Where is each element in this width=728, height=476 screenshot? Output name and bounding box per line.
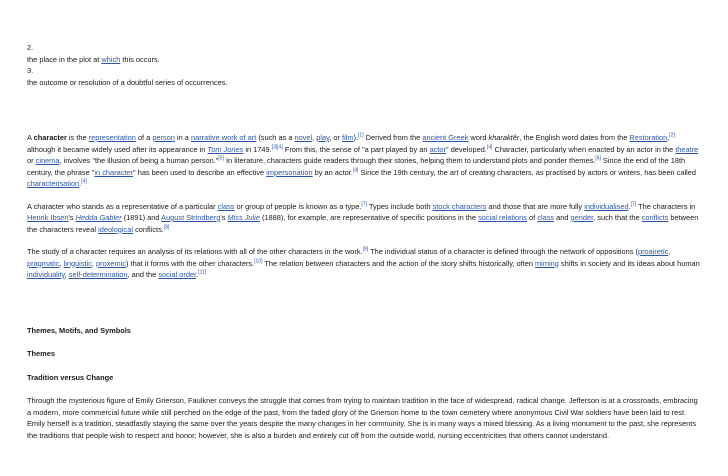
link-in-character[interactable]: in character <box>94 167 134 177</box>
link-pragmatic[interactable]: pragmatic <box>27 258 60 268</box>
link-conflicts[interactable]: conflicts <box>641 213 669 222</box>
paragraph-tradition: Through the mysterious figure of Emily Grierson, Faulkner conveys the struggle that comes from trying to maintain tradition in the face of widespread, radical change. Jefferson is at a crossroads, embracing a modern, more commercial future while still perched on the edge of the past, from the faded glory of the Grierson home to the town cemetery where anonymous Civil War soldiers have been laid to rest. Emily herself is a tradition, steadfastly staying the same over the years despite the many changes in her community. She is in many ways a mixed blessing. As a living monument to the past, she represents the traditions that people wish to respect and honor; however, she is also a burden and entirely cut off from the outside world, nursing eccentricities that others cannot understand. <box>27 396 698 440</box>
link-actor[interactable]: actor <box>429 144 447 154</box>
link-ancient-greek[interactable]: ancient Greek <box>422 133 469 142</box>
citation-1[interactable]: [1] <box>358 132 364 139</box>
link-stock-characters[interactable]: stock characters <box>432 201 487 211</box>
citation-2[interactable]: [2] <box>669 132 675 139</box>
link-miming[interactable]: miming <box>535 258 559 268</box>
link-august-strindberg[interactable]: August Strindberg <box>161 213 221 222</box>
citation-3-4[interactable]: [3][4] <box>271 144 283 151</box>
citation-4[interactable]: [4] <box>486 144 493 151</box>
link-restoration[interactable]: Restoration <box>629 133 668 142</box>
definition-line-2: the place in the plot at which this occurs. <box>27 54 160 64</box>
citation-4b[interactable]: [4] <box>352 167 359 174</box>
link-representation[interactable]: representation <box>88 133 136 142</box>
link-tom-jones[interactable]: Tom Jones <box>207 144 244 154</box>
citation-6[interactable]: [6] <box>595 155 601 162</box>
definition-line-3: the outcome or resolution of a doubtful series of occurrences. <box>27 77 228 87</box>
citation-11[interactable]: [11] <box>198 269 207 276</box>
link-social-relations[interactable]: social relations <box>478 213 527 222</box>
link-which[interactable]: which <box>101 54 121 64</box>
link-henrik-ibsen[interactable]: Henrik Ibsen <box>27 213 69 222</box>
link-class-2[interactable]: class <box>537 213 555 222</box>
link-self-determination[interactable]: self-determination <box>68 270 128 279</box>
link-person[interactable]: person <box>152 133 175 142</box>
heading-themes-motifs-symbols: Themes, Motifs, and Symbols <box>27 325 131 335</box>
link-play[interactable]: play <box>316 133 330 142</box>
link-class[interactable]: class <box>217 201 235 211</box>
link-hedda-gabler[interactable]: Hedda Gabler <box>75 213 122 222</box>
citation-5[interactable]: [5] <box>218 155 224 162</box>
link-novel[interactable]: novel <box>294 133 313 142</box>
heading-themes: Themes <box>27 349 55 358</box>
paragraph-character-definition: A character is the representation of a person in a narrative work of art (such as a novel, play, or film).[1] Derived from the ancient Greek word kharaktêr, the English word dates from the Restoration,[2] although it became widely used after its appearance in Tom Jones in 1749.[3][4] From this, the sense of "a part played by an actor" developed.[4] Character, particularly when enacted by an actor in the theatre or cinema, involves "the illusion of being a human person."[5] In literature, characters guide readers through their stories, helping them to understand plots and ponder themes.[6] Since the end of the 18th century, the phrase "in character" has been used to describe an effective impersonation by an actor.[4] Since the 19th century, the art of creating characters, as practised by actors or writers, has been called characterisation.[4] <box>27 132 699 188</box>
link-cinema[interactable]: cinema <box>35 156 60 165</box>
link-ideological[interactable]: ideological <box>98 224 134 234</box>
citation-9[interactable]: [9] <box>362 246 369 253</box>
link-impersonation[interactable]: impersonation <box>266 167 313 177</box>
document-body <box>27 42 703 441</box>
link-narrative-work-of-art[interactable]: narrative work of art <box>190 133 257 142</box>
link-gender[interactable]: gender <box>570 213 594 222</box>
link-linguistic[interactable]: linguistic <box>63 258 92 268</box>
list-number-3: 3. <box>27 66 34 75</box>
link-social-order[interactable]: social order <box>158 270 197 279</box>
link-miss-julie[interactable]: Miss Julie <box>227 213 260 222</box>
citation-7b[interactable]: [7] <box>630 201 637 208</box>
citation-10[interactable]: [10] <box>254 258 263 265</box>
link-individualised[interactable]: individualised <box>584 201 629 211</box>
link-film[interactable]: film <box>342 133 354 142</box>
link-proxemic[interactable]: proxemic <box>96 258 126 268</box>
citation-4c[interactable]: [4] <box>81 178 87 185</box>
list-number-2: 2. <box>27 43 34 52</box>
paragraph-character-types: A character who stands as a representative of a particular class or group of people is known as a type.[7] Types include both stock characters and those that are more fully individualised.[7] The characters in Henrik Ibsen's Hedda Gabler (1891) and August Strindberg's Miss Julie (1888), for example, are representative of specific positions in the social relations of class and gender, such that the conflicts between the characters reveal ideological conflicts.[8] <box>27 201 699 234</box>
citation-8[interactable]: [8] <box>163 224 170 231</box>
link-theatre[interactable]: theatre <box>675 144 699 154</box>
paragraph-character-study: The study of a character requires an analysis of its relations with all of the other characters in the work.[9] The individual status of a character is defined through the network of oppositions (proairetic, pragmatic, linguistic, proxemic) that it forms with the other characters.[10] The relation between characters and the action of the story shifts historically, often miming shifts in society and its ideas about human individuality, self-determination, and the social order.[11] <box>27 246 700 279</box>
link-proairetic[interactable]: proairetic <box>637 247 669 256</box>
link-characterisation[interactable]: characterisation <box>27 179 80 188</box>
citation-7[interactable]: [7] <box>361 201 367 208</box>
heading-tradition-versus-change: Tradition versus Change <box>27 372 114 382</box>
link-individuality[interactable]: individuality <box>27 270 65 279</box>
